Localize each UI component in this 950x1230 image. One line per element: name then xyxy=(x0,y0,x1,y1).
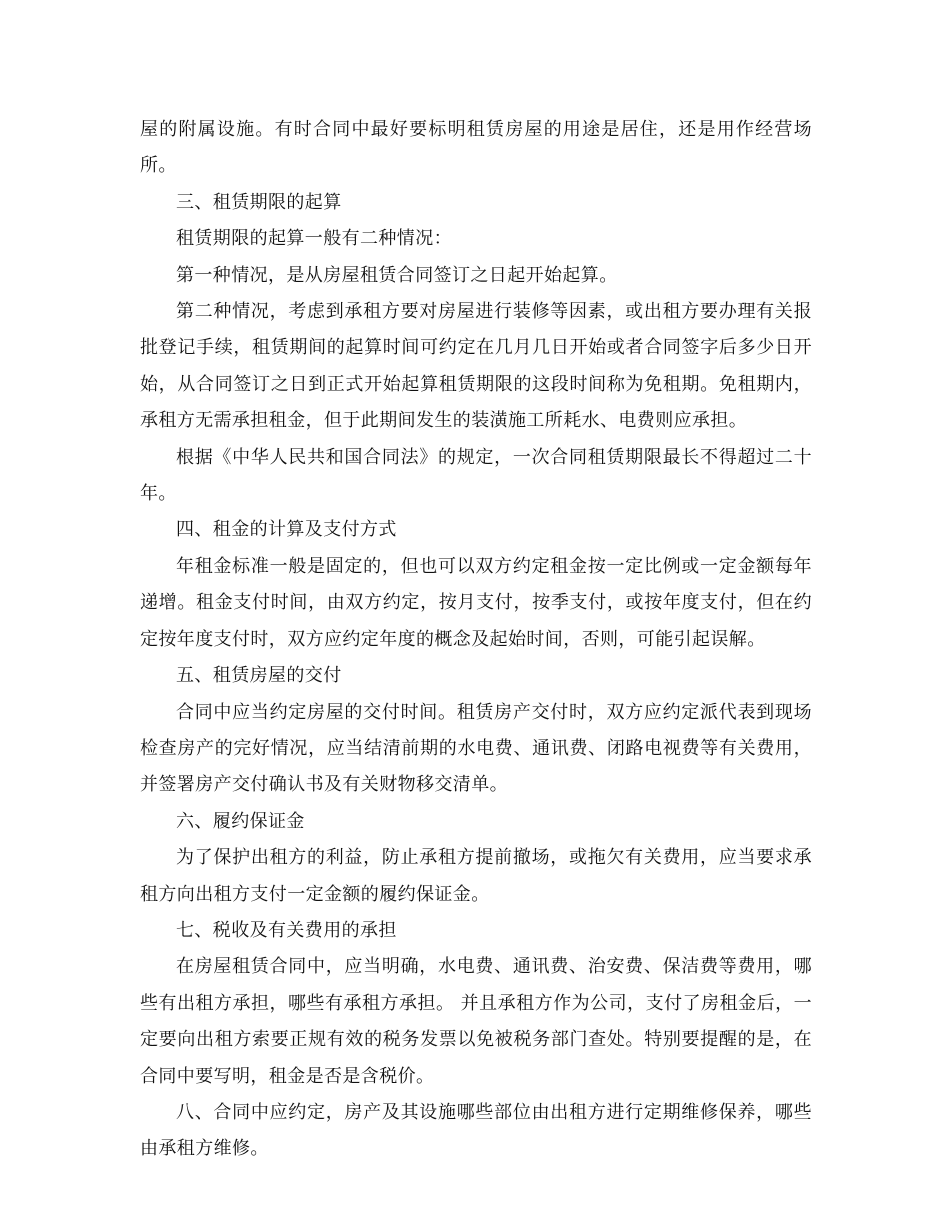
paragraph: 为了保护出租方的利益，防止承租方提前撤场，或拖欠有关费用，应当要求承租方向出租方支付一定金额的履约保证金。 xyxy=(140,847,812,905)
paragraph: 在房屋租赁合同中，应当明确，水电费、通讯费、治安费、保洁费等费用，哪些有出租方承担，哪些有承租方承担。 并且承租方作为公司，支付了房租金后，一定要向出租方索要正规有效的税务发票以免被税务部门查处。特别要提醒的是，在合同中要写明，租金是否是含税价。 xyxy=(140,956,812,1087)
paragraph: 第一种情况，是从房屋租赁合同签订之日起开始起算。 xyxy=(176,264,618,286)
paragraph: 根据《中华人民共和国合同法》的规定，一次合同租赁期限最长不得超过二十年。 xyxy=(140,446,812,505)
section-heading-taxes-fees: 七、税收及有关费用的承担 xyxy=(176,919,397,941)
paragraph: 合同中应当约定房屋的交付时间。租赁房产交付时，双方应约定派代表到现场检查房产的完好情况，应当结清前期的水电费、通讯费、闭路电视费等有关费用，并签署房产交付确认书及有关财物移交清单。 xyxy=(140,701,812,796)
document-body xyxy=(140,112,812,1168)
paragraph: 租赁期限的起算一般有二种情况： xyxy=(176,228,452,250)
section-heading-lease-term-start: 三、租赁期限的起算 xyxy=(176,191,342,213)
section-heading-handover: 五、租赁房屋的交付 xyxy=(176,665,342,687)
section-heading-rent-payment: 四、租金的计算及支付方式 xyxy=(176,519,397,541)
paragraph: 年租金标准一般是固定的，但也可以双方约定租金按一定比例或一定金额每年递增。租金支付时间，由双方约定，按月支付，按季支付，或按年度支付，但在约定按年度支付时，双方应约定年度的概念及起始时间，否则，可能引起误解。 xyxy=(140,555,812,650)
section-heading-deposit: 六、履约保证金 xyxy=(176,810,305,832)
paragraph-continuation: 屋的附属设施。有时合同中最好要标明租赁房屋的用途是居住，还是用作经营场所。 xyxy=(140,119,812,177)
section-heading-maintenance: 八、合同中应约定，房产及其设施哪些部位由出租方进行定期维修保养，哪些由承租方维修。 xyxy=(140,1101,812,1160)
paragraph: 第二种情况，考虑到承租方要对房屋进行装修等因素，或出租方要办理有关报批登记手续，租赁期间的起算时间可约定在几月几日开始或者合同签字后多少日开始，从合同签订之日到正式开始起算租赁期限的这段时间称为免租期。免租期内，承租方无需承担租金，但于此期间发生的装潢施工所耗水、电费则应承担。 xyxy=(140,301,812,432)
